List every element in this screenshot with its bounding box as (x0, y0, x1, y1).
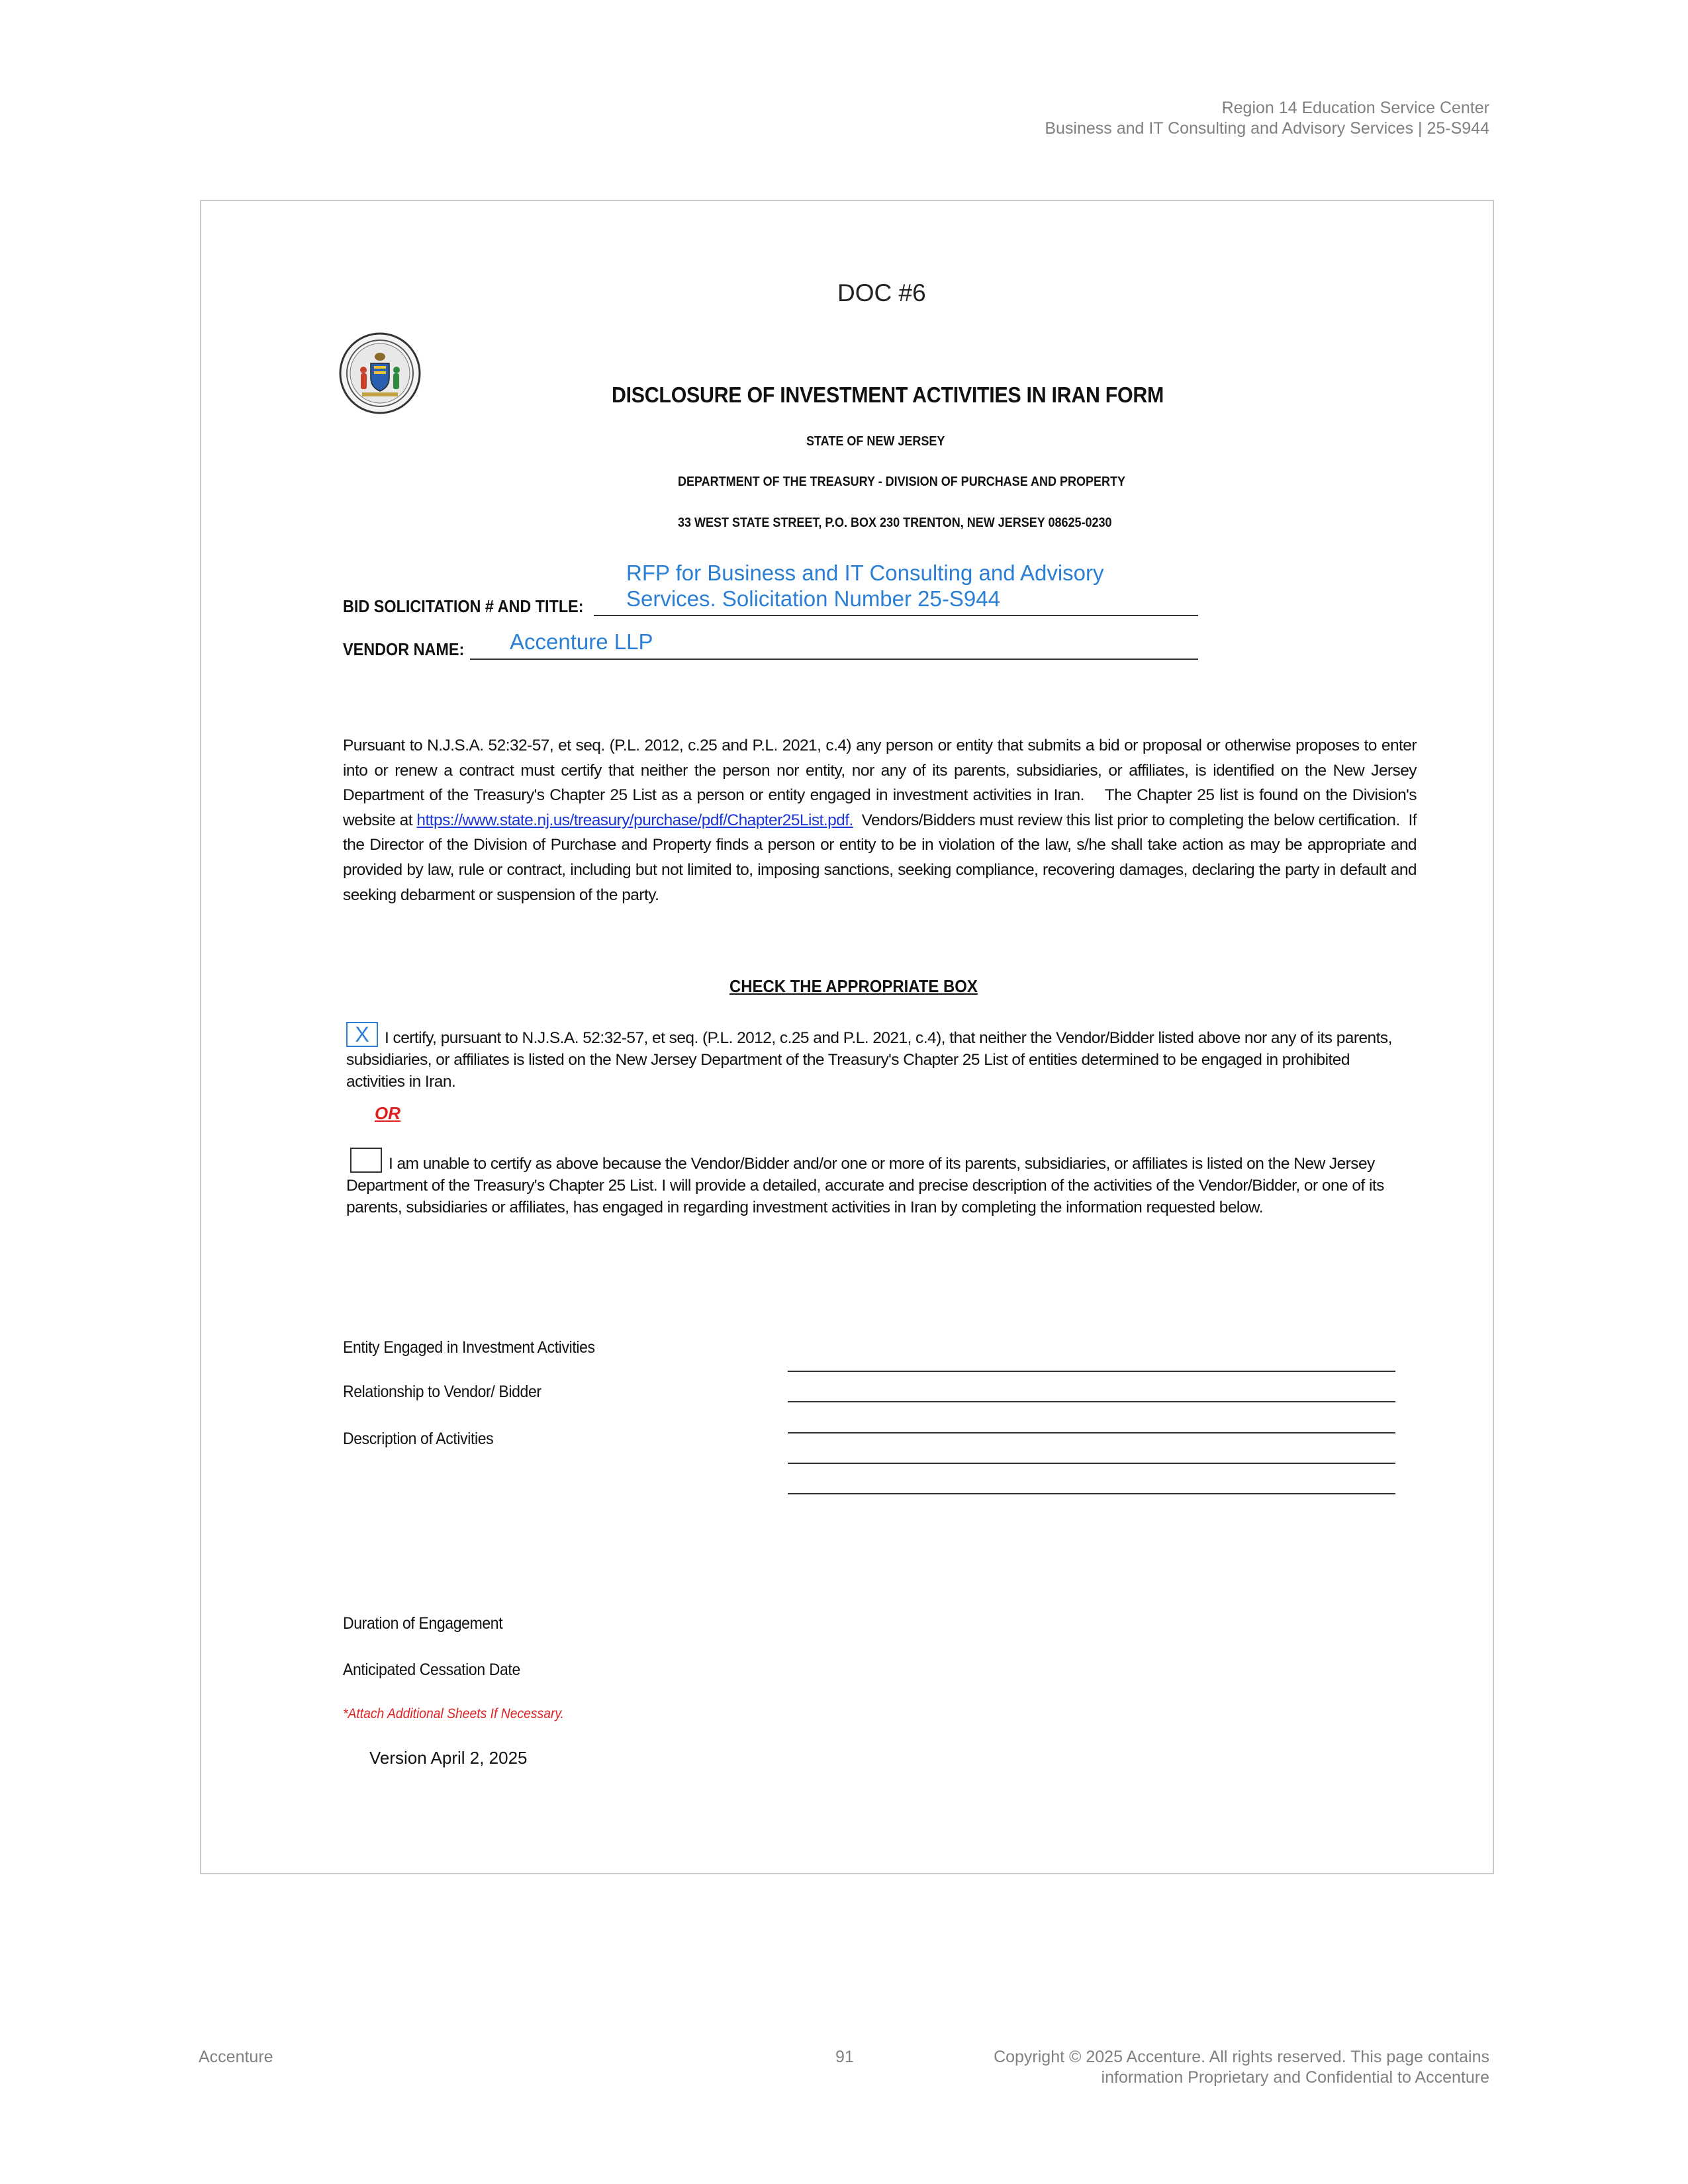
description-field-line-3[interactable] (788, 1493, 1395, 1494)
vendor-underline (470, 659, 1198, 660)
vendor-name-value[interactable]: Accenture LLP (510, 629, 653, 654)
header-project: Business and IT Consulting and Advisory Services | 25-S944 (1045, 119, 1489, 138)
statute-paragraph (343, 733, 1417, 907)
bid-underline (594, 615, 1198, 616)
bid-value-line-2: Services. Solicitation Number 25-S944 (626, 586, 1000, 611)
entity-field-label: Entity Engaged in Investment Activities (343, 1338, 595, 1357)
description-field-label: Description of Activities (343, 1430, 494, 1448)
form-address: 33 WEST STATE STREET, P.O. BOX 230 TRENTON, NEW JERSEY 08625-0230 (678, 516, 1112, 530)
form-department: DEPARTMENT OF THE TREASURY - DIVISION OF PURCHASE AND PROPERTY (678, 475, 1126, 489)
paragraph-text-1: Pursuant to N.J.S.A. 52:32-57, et seq. (P.L. 2012, c.25 and P.L. 2021, c.4) any person or entity that submits a bid or proposal or otherwise proposes to enter into or renew a contract must certify that neither the person nor entity, nor any of its parents, subsidiaries, or affiliates, is identified on the New Jersey Department of the Treasury's Chapter 25 List as a person or entity engaged in investment activities in Iran. The Chapter 25 list is found on the Division's website at (343, 737, 1417, 829)
certify-checkbox[interactable]: X (346, 1022, 378, 1047)
chapter25-list-link[interactable]: https://www.state.nj.us/treasury/purchase/pdf/Chapter25List.pdf. (416, 811, 853, 829)
description-field-line-1[interactable] (788, 1432, 1395, 1433)
footer-copyright-line-1: Copyright © 2025 Accenture. All rights reserved. This page contains (994, 2048, 1489, 2066)
check-box-heading: CHECK THE APPROPRIATE BOX (729, 976, 978, 996)
description-field-line-2[interactable] (788, 1463, 1395, 1464)
running-header (1045, 98, 1489, 139)
certify-option-text (346, 1027, 1405, 1093)
unable-option-text (346, 1153, 1405, 1218)
form-title: DISCLOSURE OF INVESTMENT ACTIVITIES IN IRAN FORM (612, 383, 1164, 407)
or-label: OR (375, 1103, 400, 1123)
footer-page-number: 91 (835, 2048, 854, 2066)
nj-state-seal-icon (338, 332, 422, 415)
form-version: Version April 2, 2025 (369, 1748, 528, 1768)
bid-solicitation-label: BID SOLICITATION # AND TITLE: (343, 596, 584, 616)
attach-sheets-note: *Attach Additional Sheets If Necessary. (343, 1706, 564, 1721)
duration-field-label: Duration of Engagement (343, 1614, 503, 1633)
form-state: STATE OF NEW JERSEY (806, 434, 945, 449)
footer-company: Accenture (199, 2048, 273, 2066)
footer-copyright-line-2: information Proprietary and Confidential to Accenture (1101, 2068, 1489, 2087)
footer-copyright (994, 2047, 1489, 2088)
certify-option-label: I certify, pursuant to N.J.S.A. 52:32-57, et seq. (P.L. 2012, c.25 and P.L. 2021, c.4), that neither the Vendor/Bidder listed above nor any of its parents, subsidiaries, or affiliates is listed on the New Jersey Department of the Treasury's Chapter 25 List of entities determined to be engaged in prohibited activities in Iran. (346, 1029, 1392, 1091)
doc-number: DOC #6 (837, 279, 926, 306)
relationship-field-line[interactable] (788, 1401, 1395, 1402)
bid-value-line-1: RFP for Business and IT Consulting and Advisory (626, 561, 1104, 585)
header-org: Region 14 Education Service Center (1221, 99, 1489, 117)
cessation-field-label: Anticipated Cessation Date (343, 1661, 520, 1679)
entity-field-line[interactable] (788, 1371, 1395, 1372)
vendor-name-label: VENDOR NAME: (343, 639, 465, 659)
bid-solicitation-value[interactable] (626, 560, 1104, 612)
paragraph-text-2: Vendors/Bidders must review this list prior to completing the below certification. If the Director of the Division of Purchase and Property finds a person or entity to be in violation of the law, s/he shall take action as may be appropriate and provided by law, rule or contract, including but not limited to, imposing sanctions, seeking compliance, recovering damages, declaring the party in default and seeking debarment or suspension of the party. (343, 811, 1417, 904)
relationship-field-label: Relationship to Vendor/ Bidder (343, 1383, 541, 1401)
unable-option-label: I am unable to certify as above because the Vendor/Bidder and/or one or more of its parents, subsidiaries, or affiliates is listed on the New Jersey Department of the Treasury's Chapter 25 List. I will provide a detailed, accurate and precise description of the activities of the Vendor/Bidder, or one of its parents, subsidiaries or affiliates, has engaged in regarding investment activities in Iran by completing the information requested below. (346, 1155, 1384, 1216)
